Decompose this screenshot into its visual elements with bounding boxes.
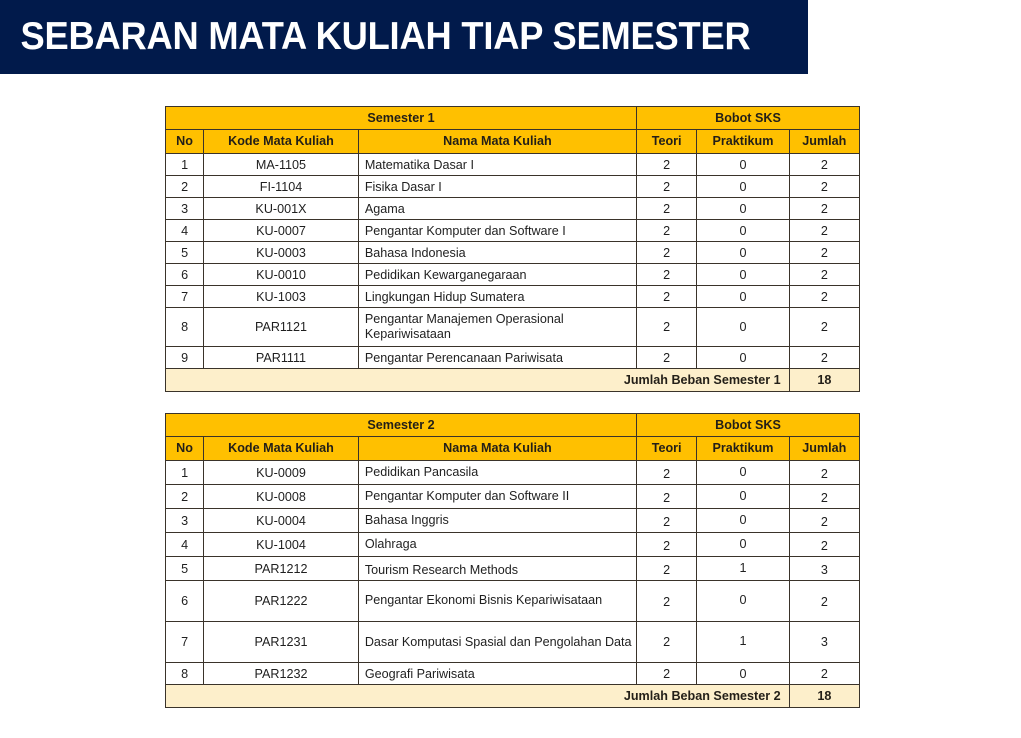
cell-jumlah: 2 bbox=[789, 485, 859, 509]
cell-teori: 2 bbox=[637, 485, 697, 509]
column-header-praktikum: Praktikum bbox=[697, 130, 789, 154]
cell-teori: 2 bbox=[637, 242, 697, 264]
table-row bbox=[166, 663, 860, 685]
cell-jumlah: 2 bbox=[789, 220, 859, 242]
cell-kode: PAR1222 bbox=[204, 581, 359, 622]
cell-praktikum: 1 bbox=[697, 557, 789, 581]
table-row bbox=[166, 509, 860, 533]
cell-jumlah: 2 bbox=[789, 347, 859, 369]
cell-nama: Dasar Komputasi Spasial dan Pengolahan Data bbox=[358, 622, 636, 663]
sks-group-header: Bobot SKS bbox=[637, 107, 860, 130]
cell-no: 5 bbox=[166, 557, 204, 581]
cell-no: 2 bbox=[166, 485, 204, 509]
table-row bbox=[166, 581, 860, 622]
cell-jumlah: 2 bbox=[789, 509, 859, 533]
cell-kode: MA-1105 bbox=[204, 154, 359, 176]
table-row bbox=[166, 264, 860, 286]
cell-no: 5 bbox=[166, 242, 204, 264]
total-label: Jumlah Beban Semester 1 bbox=[166, 369, 790, 392]
cell-kode: FI-1104 bbox=[204, 176, 359, 198]
table-row bbox=[166, 461, 860, 485]
cell-teori: 2 bbox=[637, 198, 697, 220]
cell-nama: Pedidikan Pancasila bbox=[358, 461, 636, 485]
cell-kode: PAR1121 bbox=[204, 308, 359, 347]
cell-nama: Lingkungan Hidup Sumatera bbox=[358, 286, 636, 308]
column-header-kode: Kode Mata Kuliah bbox=[204, 130, 359, 154]
cell-kode: KU-1003 bbox=[204, 286, 359, 308]
cell-kode: KU-0003 bbox=[204, 242, 359, 264]
cell-praktikum: 0 bbox=[697, 533, 789, 557]
cell-teori: 2 bbox=[637, 509, 697, 533]
cell-kode: PAR1111 bbox=[204, 347, 359, 369]
cell-jumlah: 2 bbox=[789, 198, 859, 220]
cell-kode: KU-0004 bbox=[204, 509, 359, 533]
cell-praktikum: 0 bbox=[697, 264, 789, 286]
total-value: 18 bbox=[789, 685, 859, 708]
cell-teori: 2 bbox=[637, 557, 697, 581]
semester-2-table bbox=[165, 413, 860, 708]
cell-praktikum: 0 bbox=[697, 347, 789, 369]
cell-kode: PAR1231 bbox=[204, 622, 359, 663]
table-row bbox=[166, 347, 860, 369]
cell-kode: PAR1232 bbox=[204, 663, 359, 685]
cell-no: 8 bbox=[166, 663, 204, 685]
table-row bbox=[166, 242, 860, 264]
table-row bbox=[166, 557, 860, 581]
cell-jumlah: 2 bbox=[789, 308, 859, 347]
cell-no: 3 bbox=[166, 198, 204, 220]
semester-2-table-container bbox=[165, 413, 860, 708]
cell-nama: Bahasa Indonesia bbox=[358, 242, 636, 264]
cell-jumlah: 2 bbox=[789, 264, 859, 286]
cell-praktikum: 0 bbox=[697, 198, 789, 220]
column-header-teori: Teori bbox=[637, 130, 697, 154]
table-column-header-row bbox=[166, 437, 860, 461]
cell-jumlah: 2 bbox=[789, 533, 859, 557]
column-header-praktikum: Praktikum bbox=[697, 437, 789, 461]
cell-kode: KU-1004 bbox=[204, 533, 359, 557]
column-header-no: No bbox=[166, 130, 204, 154]
cell-jumlah: 2 bbox=[789, 663, 859, 685]
cell-praktikum: 1 bbox=[697, 622, 789, 663]
cell-no: 3 bbox=[166, 509, 204, 533]
cell-nama: Agama bbox=[358, 198, 636, 220]
semester-group-header: Semester 2 bbox=[166, 414, 637, 437]
cell-teori: 2 bbox=[637, 533, 697, 557]
cell-teori: 2 bbox=[637, 663, 697, 685]
cell-no: 1 bbox=[166, 461, 204, 485]
cell-praktikum: 0 bbox=[697, 485, 789, 509]
cell-praktikum: 0 bbox=[697, 176, 789, 198]
column-header-kode: Kode Mata Kuliah bbox=[204, 437, 359, 461]
table-row bbox=[166, 154, 860, 176]
cell-jumlah: 2 bbox=[789, 242, 859, 264]
cell-praktikum: 0 bbox=[697, 461, 789, 485]
cell-nama: Olahraga bbox=[358, 533, 636, 557]
cell-nama: Bahasa Inggris bbox=[358, 509, 636, 533]
cell-no: 6 bbox=[166, 264, 204, 286]
cell-nama: Pengantar Manajemen Operasional Kepariwisataan bbox=[358, 308, 636, 347]
semester-1-table-container bbox=[165, 106, 860, 392]
cell-teori: 2 bbox=[637, 154, 697, 176]
cell-praktikum: 0 bbox=[697, 220, 789, 242]
cell-teori: 2 bbox=[637, 308, 697, 347]
cell-kode: KU-0008 bbox=[204, 485, 359, 509]
cell-praktikum: 0 bbox=[697, 154, 789, 176]
cell-jumlah: 2 bbox=[789, 154, 859, 176]
cell-jumlah: 2 bbox=[789, 461, 859, 485]
cell-kode: KU-0007 bbox=[204, 220, 359, 242]
cell-teori: 2 bbox=[637, 220, 697, 242]
cell-teori: 2 bbox=[637, 176, 697, 198]
table-row bbox=[166, 308, 860, 347]
cell-nama: Pengantar Komputer dan Software I bbox=[358, 220, 636, 242]
sks-group-header: Bobot SKS bbox=[637, 414, 860, 437]
table-row bbox=[166, 485, 860, 509]
table-row bbox=[166, 622, 860, 663]
cell-nama: Pedidikan Kewarganegaraan bbox=[358, 264, 636, 286]
column-header-no: No bbox=[166, 437, 204, 461]
table-row bbox=[166, 198, 860, 220]
page-title-banner bbox=[0, 0, 808, 74]
cell-teori: 2 bbox=[637, 264, 697, 286]
cell-nama: Tourism Research Methods bbox=[358, 557, 636, 581]
cell-teori: 2 bbox=[637, 461, 697, 485]
cell-praktikum: 0 bbox=[697, 581, 789, 622]
cell-nama: Fisika Dasar I bbox=[358, 176, 636, 198]
cell-nama: Matematika Dasar I bbox=[358, 154, 636, 176]
column-header-nama: Nama Mata Kuliah bbox=[358, 437, 636, 461]
semester-group-header: Semester 1 bbox=[166, 107, 637, 130]
cell-kode: KU-001X bbox=[204, 198, 359, 220]
cell-nama: Pengantar Ekonomi Bisnis Kepariwisataan bbox=[358, 581, 636, 622]
cell-kode: KU-0009 bbox=[204, 461, 359, 485]
cell-praktikum: 0 bbox=[697, 308, 789, 347]
cell-praktikum: 0 bbox=[697, 509, 789, 533]
cell-teori: 2 bbox=[637, 347, 697, 369]
table-total-row bbox=[166, 369, 860, 392]
cell-no: 9 bbox=[166, 347, 204, 369]
cell-nama: Pengantar Perencanaan Pariwisata bbox=[358, 347, 636, 369]
column-header-jumlah: Jumlah bbox=[789, 437, 859, 461]
cell-nama: Geografi Pariwisata bbox=[358, 663, 636, 685]
cell-no: 6 bbox=[166, 581, 204, 622]
table-row bbox=[166, 220, 860, 242]
cell-no: 7 bbox=[166, 622, 204, 663]
cell-nama: Pengantar Komputer dan Software II bbox=[358, 485, 636, 509]
cell-jumlah: 3 bbox=[789, 622, 859, 663]
cell-jumlah: 2 bbox=[789, 176, 859, 198]
cell-kode: KU-0010 bbox=[204, 264, 359, 286]
cell-praktikum: 0 bbox=[697, 286, 789, 308]
page-title: SEBARAN MATA KULIAH TIAP SEMESTER bbox=[20, 15, 751, 58]
cell-teori: 2 bbox=[637, 581, 697, 622]
cell-no: 2 bbox=[166, 176, 204, 198]
table-row bbox=[166, 176, 860, 198]
table-total-row bbox=[166, 685, 860, 708]
column-header-jumlah: Jumlah bbox=[789, 130, 859, 154]
cell-praktikum: 0 bbox=[697, 663, 789, 685]
table-row bbox=[166, 286, 860, 308]
total-label: Jumlah Beban Semester 2 bbox=[166, 685, 790, 708]
cell-no: 1 bbox=[166, 154, 204, 176]
cell-jumlah: 2 bbox=[789, 581, 859, 622]
table-group-header-row bbox=[166, 414, 860, 437]
table-column-header-row bbox=[166, 130, 860, 154]
table-group-header-row bbox=[166, 107, 860, 130]
column-header-teori: Teori bbox=[637, 437, 697, 461]
cell-no: 4 bbox=[166, 220, 204, 242]
column-header-nama: Nama Mata Kuliah bbox=[358, 130, 636, 154]
cell-no: 4 bbox=[166, 533, 204, 557]
cell-praktikum: 0 bbox=[697, 242, 789, 264]
cell-no: 7 bbox=[166, 286, 204, 308]
cell-teori: 2 bbox=[637, 286, 697, 308]
semester-1-table bbox=[165, 106, 860, 392]
cell-no: 8 bbox=[166, 308, 204, 347]
cell-kode: PAR1212 bbox=[204, 557, 359, 581]
table-row bbox=[166, 533, 860, 557]
cell-jumlah: 3 bbox=[789, 557, 859, 581]
cell-jumlah: 2 bbox=[789, 286, 859, 308]
cell-teori: 2 bbox=[637, 622, 697, 663]
total-value: 18 bbox=[789, 369, 859, 392]
